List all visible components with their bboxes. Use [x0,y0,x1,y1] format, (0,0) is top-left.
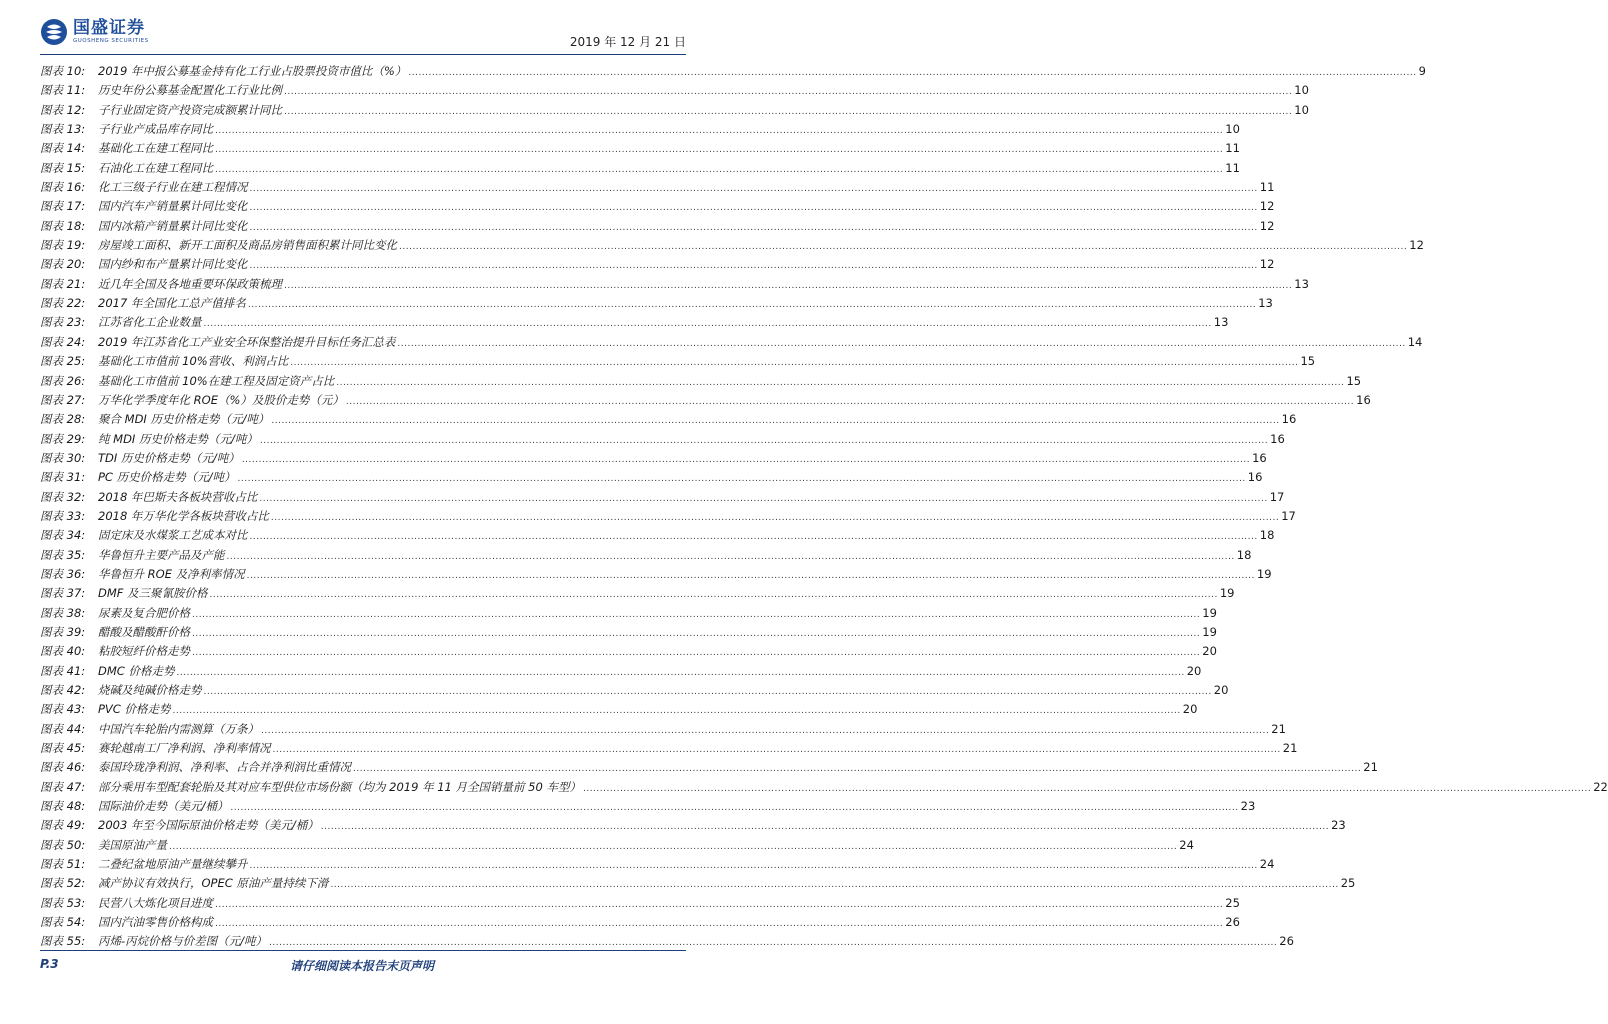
toc-entry-title: 房屋竣工面积、新开工面积及商品房销售面积累计同比变化 [98,238,397,253]
toc-entry-page: 24 [1179,837,1194,852]
toc-leader-dots: ............................................................................................................................................................................................................................................................................................................ [215,145,1224,156]
toc-leader-dots: ............................................................................................................................................................................................................................................................................................................ [249,222,1258,233]
toc-entry[interactable] [40,275,1309,294]
toc-entry[interactable] [40,874,1356,893]
toc-entry-title: 固定床及水煤浆工艺成本对比 [98,528,248,543]
toc-entry-title: 2017 年全国化工总产值排名 [98,296,246,311]
toc-leader-dots: ............................................................................................................................................................................................................................................................................................................ [249,203,1258,214]
toc-entry-label: 图表 49: [40,818,86,833]
toc-entry-page: 10 [1294,102,1309,117]
toc-entry-title: 2019 年中报公募基金持有化工行业占股票投资市值比（%） [98,64,407,78]
toc-entry-page: 20 [1202,644,1217,659]
toc-entry-page: 11 [1259,180,1275,195]
toc-entry[interactable] [40,932,1294,951]
toc-entry-title: 泰国玲珑净利润、净利率、占合并净利润比重情况 [98,760,351,775]
toc-leader-dots: ............................................................................................................................................................................................................................................................................................................ [271,416,1280,427]
toc-entry-label: 图表 36: [40,566,86,581]
toc-entry-page: 16 [1252,450,1267,465]
toc-entry-title: 赛轮越南工厂净利润、净利率情况 [98,741,271,756]
toc-entry-label: 图表 10: [40,64,86,78]
toc-entry[interactable] [40,333,1423,352]
toc-entry[interactable] [40,178,1275,197]
toc-entry-label: 图表 45: [40,741,86,756]
toc-entry[interactable] [40,488,1285,507]
toc-entry-page: 19 [1219,586,1235,601]
toc-leader-dots: ............................................................................................................................................................................................................................................................................................................ [284,280,1293,291]
toc-entry-page: 22 [1593,779,1608,794]
page-number: P.3 [40,957,59,971]
toc-entry-title: 江苏省化工企业数量 [98,315,202,330]
toc-entry-label: 图表 44: [40,721,86,736]
toc-entry-page: 26 [1279,934,1294,949]
toc-entry[interactable] [40,449,1267,468]
toc-entry-label: 图表 37: [40,586,86,601]
toc-leader-dots: ............................................................................................................................................................................................................................................................................................................ [192,609,1201,620]
toc-entry[interactable] [40,430,1285,449]
toc-entry-label: 图表 17: [40,199,86,214]
toc-entry-title: 子行业固定资产投资完成额累计同比 [98,102,282,117]
toc-entry[interactable] [40,604,1217,623]
toc-leader-dots: ............................................................................................................................................................................................................................................................................................................ [249,184,1258,195]
toc-entry-title: 国内纱和布产量累计同比变化 [98,257,248,272]
toc-entry-label: 图表 31: [40,470,86,485]
toc-leader-dots: ............................................................................................................................................................................................................................................................................................................ [353,764,1362,775]
toc-leader-dots: ............................................................................................................................................................................................................................................................................................................ [172,706,1181,717]
toc-entry-title: 中国汽车轮胎内需测算（万条） [98,721,259,736]
toc-entry[interactable] [40,623,1217,642]
toc-entry[interactable] [40,913,1240,932]
toc-entry-title: 2018 年万华化学各板块营收占比 [98,508,269,523]
toc-entry-label: 图表 12: [40,102,86,117]
toc-entry-page: 19 [1202,605,1217,620]
toc-entry[interactable] [40,565,1272,584]
toc-leader-dots: ............................................................................................................................................................................................................................................................................................................ [230,803,1239,814]
toc-entry-title: 基础化工市值前 10%在建工程及固定资产占比 [98,373,335,388]
toc-entry-page: 12 [1259,199,1275,214]
toc-entry[interactable] [40,720,1286,739]
toc-entry-page: 25 [1340,876,1356,891]
table-of-figures [40,62,1608,952]
toc-entry-title: 石油化工在建工程同比 [98,160,213,175]
toc-entry-label: 图表 14: [40,141,86,156]
toc-leader-dots: ............................................................................................................................................................................................................................................................................................................ [259,435,1269,446]
toc-leader-dots: ............................................................................................................................................................................................................................................................................................................ [249,861,1258,872]
toc-leader-dots: ............................................................................................................................................................................................................................................................................................................ [399,242,1408,253]
toc-entry[interactable] [40,197,1275,216]
toc-entry-label: 图表 15: [40,160,86,175]
toc-entry-label: 图表 48: [40,799,86,814]
toc-entry-title: 2019 年江苏省化工产业安全环保整治提升目标任务汇总表 [98,334,396,349]
toc-entry[interactable] [40,81,1309,100]
toc-entry-label: 图表 11: [40,83,86,98]
toc-entry-label: 图表 40: [40,644,86,659]
toc-leader-dots: ............................................................................................................................................................................................................................................................................................................ [408,68,1417,78]
toc-entry-page: 23 [1240,799,1256,814]
toc-entry-page: 13 [1213,315,1229,330]
toc-entry-title: 基础化工在建工程同比 [98,141,213,156]
toc-entry-page: 14 [1407,334,1423,349]
toc-entry-title: PVC 价格走势 [98,702,171,717]
toc-entry-title: 历史年份公募基金配置化工行业比例 [98,83,282,98]
toc-entry-page: 19 [1202,624,1217,639]
toc-entry-label: 图表 34: [40,528,86,543]
toc-entry-label: 图表 35: [40,547,86,562]
toc-leader-dots: ............................................................................................................................................................................................................................................................................................................ [192,628,1201,639]
toc-entry[interactable] [40,372,1362,391]
toc-entry-page: 16 [1270,431,1285,446]
toc-entry[interactable] [40,217,1275,236]
toc-entry-title: DMF 及三聚氰胺价格 [98,586,208,601]
toc-leader-dots: ............................................................................................................................................................................................................................................................................................................ [241,454,1251,465]
toc-entry-page: 11 [1225,141,1240,156]
toc-entry[interactable] [40,894,1240,913]
company-logo [40,18,149,46]
toc-entry[interactable] [40,584,1235,603]
toc-entry-title: PC 历史价格走势（元/吨） [98,470,236,485]
toc-entry[interactable] [40,758,1378,777]
toc-entry-label: 图表 50: [40,837,86,852]
toc-entry-title: 国内汽车产销量累计同比变化 [98,199,248,214]
toc-entry-title: 子行业产成品库存同比 [98,122,213,137]
toc-leader-dots: ............................................................................................................................................................................................................................................................................................................ [246,570,1255,581]
toc-entry[interactable] [40,468,1263,487]
toc-entry-label: 图表 32: [40,489,86,504]
disclaimer-note: 请仔细阅读本报告末页声明 [289,959,434,973]
toc-entry[interactable] [40,391,1371,410]
toc-entry[interactable] [40,120,1240,139]
toc-entry-page: 12 [1259,257,1275,272]
toc-entry-title: 国际油价走势（美元/桶） [98,799,229,814]
toc-leader-dots: ............................................................................................................................................................................................................................................................................................................ [582,783,1592,794]
toc-entry-title: DMC 价格走势 [98,663,175,678]
report-date: 2019 年 12 月 21 日 [569,35,686,49]
toc-entry[interactable] [40,836,1194,855]
toc-entry-page: 20 [1186,663,1202,678]
toc-leader-dots: ............................................................................................................................................................................................................................................................................................................ [249,532,1258,543]
toc-entry-page: 11 [1225,160,1240,175]
toc-entry-title: 华鲁恒升主要产品及产能 [98,547,225,562]
toc-entry[interactable] [40,642,1217,661]
toc-entry[interactable] [40,101,1309,120]
toc-entry[interactable] [40,662,1202,681]
toc-entry-label: 图表 51: [40,857,86,872]
toc-entry[interactable] [40,681,1229,700]
toc-entry-page: 16 [1247,470,1263,485]
toc-entry[interactable] [40,797,1256,816]
toc-entry[interactable] [40,62,1426,81]
toc-entry-page: 12 [1259,218,1275,233]
toc-entry-page: 21 [1363,760,1378,775]
toc-entry[interactable] [40,546,1252,565]
toc-entry-title: TDI 历史价格走势（元/吨） [98,450,240,465]
toc-entry-title: 国内冰箱产销量累计同比变化 [98,218,248,233]
toc-leader-dots: ............................................................................................................................................................................................................................................................................................................ [290,358,1299,369]
toc-leader-dots: ............................................................................................................................................................................................................................................................................................................ [330,880,1339,891]
toc-entry-page: 19 [1256,566,1272,581]
toc-entry-label: 图表 30: [40,450,86,465]
toc-entry[interactable] [40,313,1229,332]
toc-leader-dots: ............................................................................................................................................................................................................................................................................................................ [237,474,1246,485]
page-header [40,18,686,54]
toc-entry-page: 10 [1225,122,1240,137]
toc-leader-dots: ............................................................................................................................................................................................................................................................................................................ [215,919,1224,930]
toc-leader-dots: ............................................................................................................................................................................................................................................................................................................ [397,338,1406,349]
toc-entry-page: 18 [1236,547,1252,562]
toc-entry-page: 17 [1281,508,1296,523]
toc-entry-label: 图表 21: [40,276,86,291]
toc-entry[interactable] [40,526,1275,545]
toc-entry-title: 醋酸及醋酸酐价格 [98,624,190,639]
toc-entry-label: 图表 23: [40,315,86,330]
toc-entry[interactable] [40,352,1316,371]
toc-leader-dots: ............................................................................................................................................................................................................................................................................................................ [215,164,1224,175]
toc-entry-label: 图表 42: [40,683,86,697]
toc-entry[interactable] [40,236,1424,255]
logo-name-en: GUOSHENG SECURITIES [73,38,149,44]
toc-entry[interactable] [40,778,1608,797]
toc-entry-title: 聚合 MDI 历史价格走势（元/吨） [98,412,270,427]
toc-entry-title: 2018 年巴斯夫各板块营收占比 [98,489,258,504]
toc-entry-label: 图表 46: [40,760,86,775]
toc-entry-page: 25 [1225,895,1240,910]
toc-entry-label: 图表 38: [40,605,86,620]
toc-entry-title: 华鲁恒升 ROE 及净利率情况 [98,566,245,581]
toc-entry-page: 23 [1331,818,1346,833]
toc-leader-dots: ............................................................................................................................................................................................................................................................................................................ [176,667,1185,678]
footer-divider [40,950,686,951]
toc-entry-label: 图表 47: [40,779,86,794]
toc-entry-page: 18 [1259,528,1275,543]
toc-leader-dots: ............................................................................................................................................................................................................................................................................................................ [272,745,1281,756]
toc-entry-page: 13 [1294,276,1309,291]
toc-entry-title: 粘胶短纤价格走势 [98,644,190,659]
toc-entry-title: 减产协议有效执行，OPEC 原油产量持续下滑 [98,876,329,891]
toc-entry-label: 图表 53: [40,895,86,910]
toc-entry-page: 17 [1269,489,1285,504]
toc-entry-page: 10 [1294,83,1309,98]
toc-entry-title: 部分乘用车型配套轮胎及其对应车型供位市场份额（均为 2019 年 11 月全国销量前 50 车型） [98,779,581,794]
toc-leader-dots: ............................................................................................................................................................................................................................................................................................................ [215,126,1224,137]
toc-leader-dots: ............................................................................................................................................................................................................................................................................................................ [345,396,1355,407]
toc-leader-dots: ............................................................................................................................................................................................................................................................................................................ [336,377,1345,388]
header-divider [40,54,686,55]
toc-entry-label: 图表 29: [40,431,86,446]
toc-leader-dots: ............................................................................................................................................................................................................................................................................................................ [284,106,1293,117]
toc-leader-dots: ............................................................................................................................................................................................................................................................................................................ [259,493,1268,504]
toc-leader-dots: ............................................................................................................................................................................................................................................................................................................ [284,87,1293,98]
toc-entry-label: 图表 18: [40,218,86,233]
toc-entry-title: 民营八大炼化项目进度 [98,895,213,910]
toc-entry-title: 万华化学季度年化 ROE（%）及股价走势（元） [98,392,344,407]
toc-leader-dots: ............................................................................................................................................................................................................................................................................................................ [215,899,1224,910]
toc-leader-dots: ............................................................................................................................................................................................................................................................................................................ [169,841,1178,852]
toc-entry-label: 图表 16: [40,180,86,195]
toc-entry-label: 图表 55: [40,934,86,949]
toc-entry[interactable] [40,855,1275,874]
toc-entry-page: 21 [1271,721,1286,736]
toc-leader-dots: ............................................................................................................................................................................................................................................................................................................ [270,512,1280,523]
toc-leader-dots: ............................................................................................................................................................................................................................................................................................................ [209,590,1218,601]
toc-entry-title: 基础化工市值前 10%营收、利润占比 [98,354,289,369]
toc-entry-title: 烧碱及纯碱价格走势 [98,683,202,697]
toc-entry-title: 二叠纪盆地原油产量继续攀升 [98,857,248,872]
toc-entry[interactable] [40,255,1275,274]
toc-entry[interactable] [40,700,1198,719]
toc-leader-dots: ............................................................................................................................................................................................................................................................................................................ [226,551,1235,562]
toc-entry-title: 纯 MDI 历史价格走势（元/吨） [98,431,258,446]
toc-entry-page: 16 [1281,412,1297,427]
toc-entry-label: 图表 22: [40,296,86,311]
toc-leader-dots: ............................................................................................................................................................................................................................................................................................................ [261,725,1270,736]
toc-entry-title: 丙烯-丙烷价格与价差图（元/吨） [98,934,268,949]
toc-entry-title: 尿素及复合肥价格 [98,605,190,620]
toc-entry[interactable] [40,294,1273,313]
toc-entry-title: 化工三级子行业在建工程情况 [98,180,248,195]
toc-entry-label: 图表 19: [40,238,86,253]
toc-entry-page: 9 [1418,64,1426,78]
toc-entry-page: 13 [1258,296,1273,311]
toc-entry[interactable] [40,410,1297,429]
toc-entry-label: 图表 25: [40,354,86,369]
toc-entry-page: 24 [1259,857,1275,872]
guosheng-logo-icon [40,18,68,46]
toc-entry-page: 15 [1300,354,1316,369]
toc-entry-title: 美国原油产量 [98,837,167,852]
toc-entry-page: 12 [1409,238,1424,253]
toc-leader-dots: ............................................................................................................................................................................................................................................................................................................ [320,822,1330,833]
toc-entry-label: 图表 28: [40,412,86,427]
toc-entry-label: 图表 39: [40,624,86,639]
toc-leader-dots: ............................................................................................................................................................................................................................................................................................................ [192,648,1201,659]
toc-entry-page: 21 [1282,741,1298,756]
toc-entry-page: 26 [1225,915,1240,930]
toc-entry-title: 2003 年至今国际原油价格走势（美元/桶） [98,818,319,833]
toc-entry[interactable] [40,139,1240,158]
toc-entry[interactable] [40,816,1346,835]
toc-entry-label: 图表 13: [40,122,86,137]
toc-entry-title: 近几年全国及各地重要环保政策梳理 [98,276,282,291]
toc-entry-label: 图表 54: [40,915,86,930]
toc-entry[interactable] [40,507,1296,526]
logo-name-cn: 国盛证券 [73,18,145,38]
toc-entry-label: 图表 26: [40,373,86,388]
toc-leader-dots: ............................................................................................................................................................................................................................................................................................................ [203,319,1212,330]
toc-leader-dots: ............................................................................................................................................................................................................................................................................................................ [247,300,1257,311]
toc-leader-dots: ............................................................................................................................................................................................................................................................................................................ [269,938,1278,949]
toc-leader-dots: ............................................................................................................................................................................................................................................................................................................ [249,261,1258,272]
toc-entry-label: 图表 52: [40,876,86,891]
toc-entry-label: 图表 27: [40,392,86,407]
toc-entry-label: 图表 41: [40,663,86,678]
toc-entry-page: 20 [1213,683,1229,697]
toc-leader-dots: ............................................................................................................................................................................................................................................................................................................ [203,687,1212,697]
toc-entry-label: 图表 20: [40,257,86,272]
toc-entry[interactable] [40,159,1240,178]
toc-entry-page: 20 [1182,702,1198,717]
toc-entry[interactable] [40,739,1298,758]
toc-entry-label: 图表 43: [40,702,86,717]
toc-entry-label: 图表 33: [40,508,86,523]
toc-entry-title: 国内汽油零售价格构成 [98,915,213,930]
toc-entry-page: 16 [1356,392,1371,407]
toc-entry-page: 15 [1346,373,1362,388]
toc-entry-label: 图表 24: [40,334,86,349]
